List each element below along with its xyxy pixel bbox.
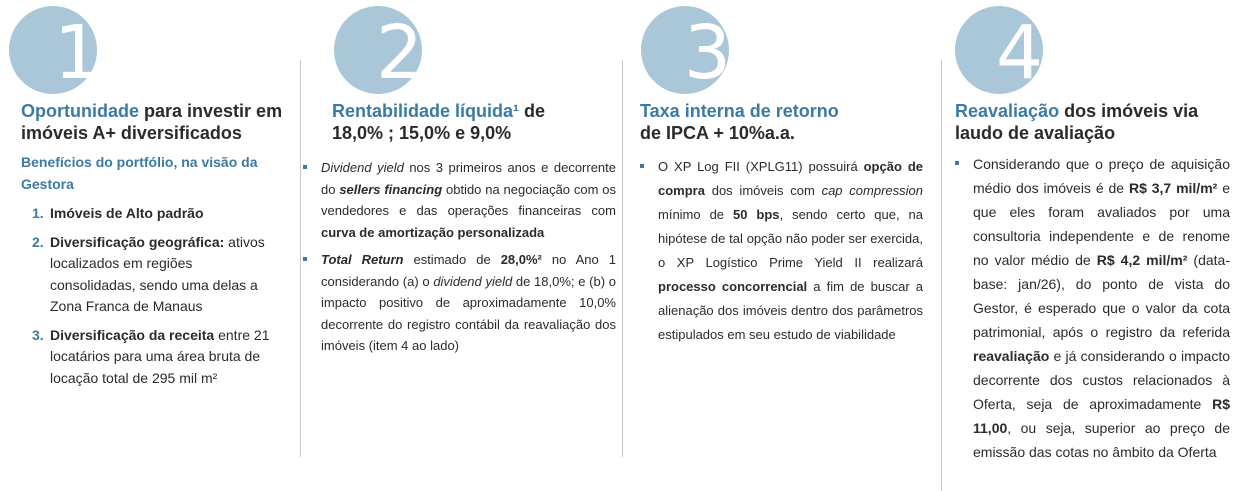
returns-bullets bbox=[303, 157, 616, 363]
revaluation-bullets bbox=[955, 152, 1230, 470]
list-item: 1. Imóveis de Alto padrão bbox=[32, 205, 204, 221]
column-divider-2 bbox=[622, 60, 623, 457]
column-1-title: Oportunidade para investir em imóveis A+ diversificados bbox=[21, 101, 283, 143]
bullet-icon bbox=[303, 165, 307, 169]
column-divider-1 bbox=[300, 60, 301, 457]
list-item: 2. Diversificação geográfica: ativos localizados em regiões consolidadas, sendo uma delas a Zona Franca de Manaus bbox=[32, 233, 265, 314]
irr-bullets bbox=[640, 155, 923, 353]
step-number-3: 3 bbox=[684, 10, 732, 96]
bullet-icon bbox=[640, 164, 644, 168]
list-item: 3. Diversificação da receita entre 21 locatários para uma área bruta de locação total de 295 mil m² bbox=[32, 326, 270, 386]
list-item: Total Return estimado de 28,0%² no Ano 1 considerando (a) o dividend yield de 18,0%; e (b) o impacto positivo de aproximadamente 10,0% decorrente do registro contábil da reavaliação dos imóveis (item 4 ao lado) bbox=[303, 249, 616, 357]
column-1-subtitle: Benefícios do portfólio, na visão da Gestora bbox=[21, 154, 258, 192]
list-item: Considerando que o preço de aquisição médio dos imóveis é de R$ 3,7 mil/m² e que eles foram avaliados por uma consultoria independente e de renome no valor médio de R$ 4,2 mil/m² (data-base: jan/26), do ponto de vista do Gestor, é esperado que o valor da cota patrimonial, após o registro da referida reavaliação e já considerando o impacto decorrente dos custos relacionados à Oferta, seja de aproximadamente R$ 11,00, ou seja, superior ao preço de emissão das cotas no âmbito da Oferta bbox=[955, 152, 1230, 464]
benefits-list bbox=[22, 203, 277, 396]
column-3-title: Taxa interna de retorno de IPCA + 10%a.a. bbox=[640, 101, 839, 143]
column-2-title: Rentabilidade líquida¹ de 18,0% ; 15,0% e 9,0% bbox=[332, 101, 546, 143]
bullet-icon bbox=[955, 161, 959, 165]
step-number-4: 4 bbox=[996, 10, 1044, 96]
step-number-1: 1 bbox=[54, 10, 102, 96]
column-divider-3 bbox=[941, 60, 942, 491]
step-number-2: 2 bbox=[376, 10, 424, 96]
list-item: Dividend yield nos 3 primeiros anos e decorrente do sellers financing obtido na negociação com os vendedores e das operações financeiras com curva de amortização personalizada bbox=[303, 157, 616, 243]
column-4-title: Reavaliação dos imóveis via laudo de avaliação bbox=[955, 101, 1199, 143]
list-item: O XP Log FII (XPLG11) possuirá opção de compra dos imóveis com cap compression mínimo de 50 bps, sendo certo que, na hipótese de tal opção não poder ser exercida, o XP Logístico Prime Yield II realizará processo concorrencial a fim de buscar a alienação dos imóveis dentro dos parâmetros estipulados em seu estudo de viabilidade bbox=[640, 155, 923, 347]
bullet-icon bbox=[303, 257, 307, 261]
